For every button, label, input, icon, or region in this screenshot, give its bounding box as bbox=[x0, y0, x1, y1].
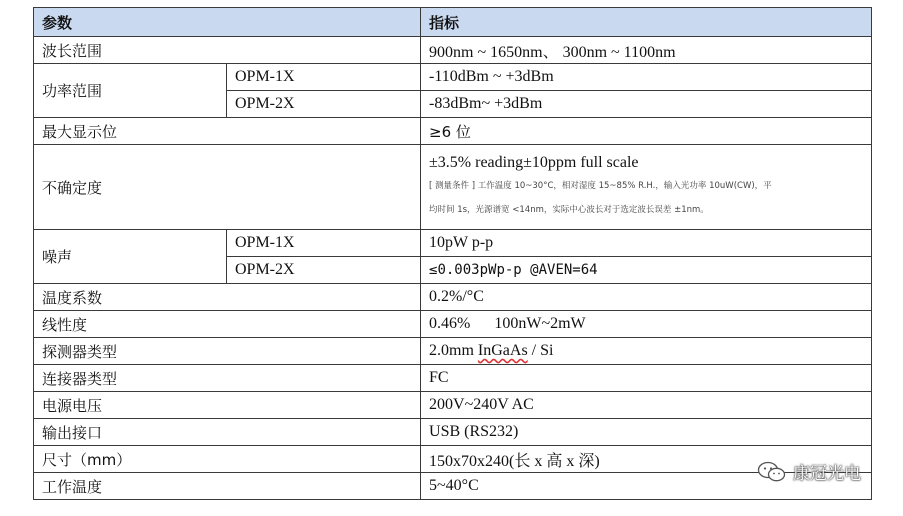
row-label: 最大显示位 bbox=[34, 118, 421, 145]
row-value: -83dBm~ +3dBm bbox=[421, 91, 872, 118]
table-row bbox=[34, 230, 872, 257]
row-value: 150x70x240(长 x 高 x 深) bbox=[421, 446, 872, 473]
model-label: OPM-2X bbox=[227, 257, 421, 284]
row-value: -110dBm ~ +3dBm bbox=[421, 64, 872, 91]
row-label: 噪声 bbox=[34, 230, 227, 284]
row-label: 连接器类型 bbox=[34, 365, 421, 392]
model-label: OPM-1X bbox=[227, 230, 421, 257]
table-row bbox=[34, 37, 872, 64]
table-row bbox=[34, 365, 872, 392]
row-value: 0.2%/°C bbox=[421, 284, 872, 311]
table-row bbox=[34, 392, 872, 419]
model-label: OPM-2X bbox=[227, 91, 421, 118]
row-value: 200V~240V AC bbox=[421, 392, 872, 419]
table-row bbox=[34, 419, 872, 446]
detector-material: / Si bbox=[527, 342, 554, 359]
watermark-text: 康冠光电 bbox=[793, 464, 861, 484]
measurement-condition-line2: 均时间 1s，光源谱宽 <14nm，实际中心波长对于选定波长误差 ±1nm。 bbox=[429, 205, 709, 215]
watermark bbox=[757, 459, 861, 484]
spellcheck-underlined-text: InGaAs bbox=[477, 342, 528, 359]
row-label: 工作温度 bbox=[34, 473, 421, 500]
table-row bbox=[34, 446, 872, 473]
row-label: 功率范围 bbox=[34, 64, 227, 118]
row-label: 输出接口 bbox=[34, 419, 421, 446]
header-spec: 指标 bbox=[421, 8, 872, 37]
spec-table bbox=[33, 7, 872, 500]
model-label: OPM-1X bbox=[227, 64, 421, 91]
table-row bbox=[34, 311, 872, 338]
uncertainty-cell bbox=[421, 145, 872, 230]
row-value: ≤0.003pWp-p @AVEN=64 bbox=[421, 257, 872, 284]
measurement-condition-line1: [ 测量条件 ] 工作温度 10~30°C，相对湿度 15~85% R.H.，输入光功率 10uW(CW)，平 bbox=[429, 181, 772, 191]
table-header bbox=[34, 8, 872, 37]
table-row bbox=[34, 284, 872, 311]
uncertainty-value: ±3.5% reading±10ppm full scale bbox=[429, 154, 639, 171]
row-value: 5~40°C bbox=[421, 473, 872, 500]
row-label: 电源电压 bbox=[34, 392, 421, 419]
row-value: ≥6 位 bbox=[421, 118, 872, 145]
row-value: FC bbox=[421, 365, 872, 392]
row-label: 探测器类型 bbox=[34, 338, 421, 365]
row-value bbox=[421, 338, 872, 365]
table-row bbox=[34, 145, 872, 230]
row-label: 不确定度 bbox=[34, 145, 421, 230]
table-row bbox=[34, 64, 872, 91]
table-row bbox=[34, 473, 872, 500]
wechat-icon bbox=[757, 460, 787, 484]
row-label: 线性度 bbox=[34, 311, 421, 338]
row-label: 尺寸（mm） bbox=[34, 446, 421, 473]
row-label: 波长范围 bbox=[34, 37, 421, 64]
row-value: USB (RS232) bbox=[421, 419, 872, 446]
detector-size: 2.0mm bbox=[429, 342, 478, 359]
table-row bbox=[34, 118, 872, 145]
row-value: 10pW p-p bbox=[421, 230, 872, 257]
row-label: 温度系数 bbox=[34, 284, 421, 311]
header-param: 参数 bbox=[34, 8, 421, 37]
row-value: 900nm ~ 1650nm、 300nm ~ 1100nm bbox=[421, 37, 872, 64]
row-value: 0.46% 100nW~2mW bbox=[421, 311, 872, 338]
table-row bbox=[34, 338, 872, 365]
